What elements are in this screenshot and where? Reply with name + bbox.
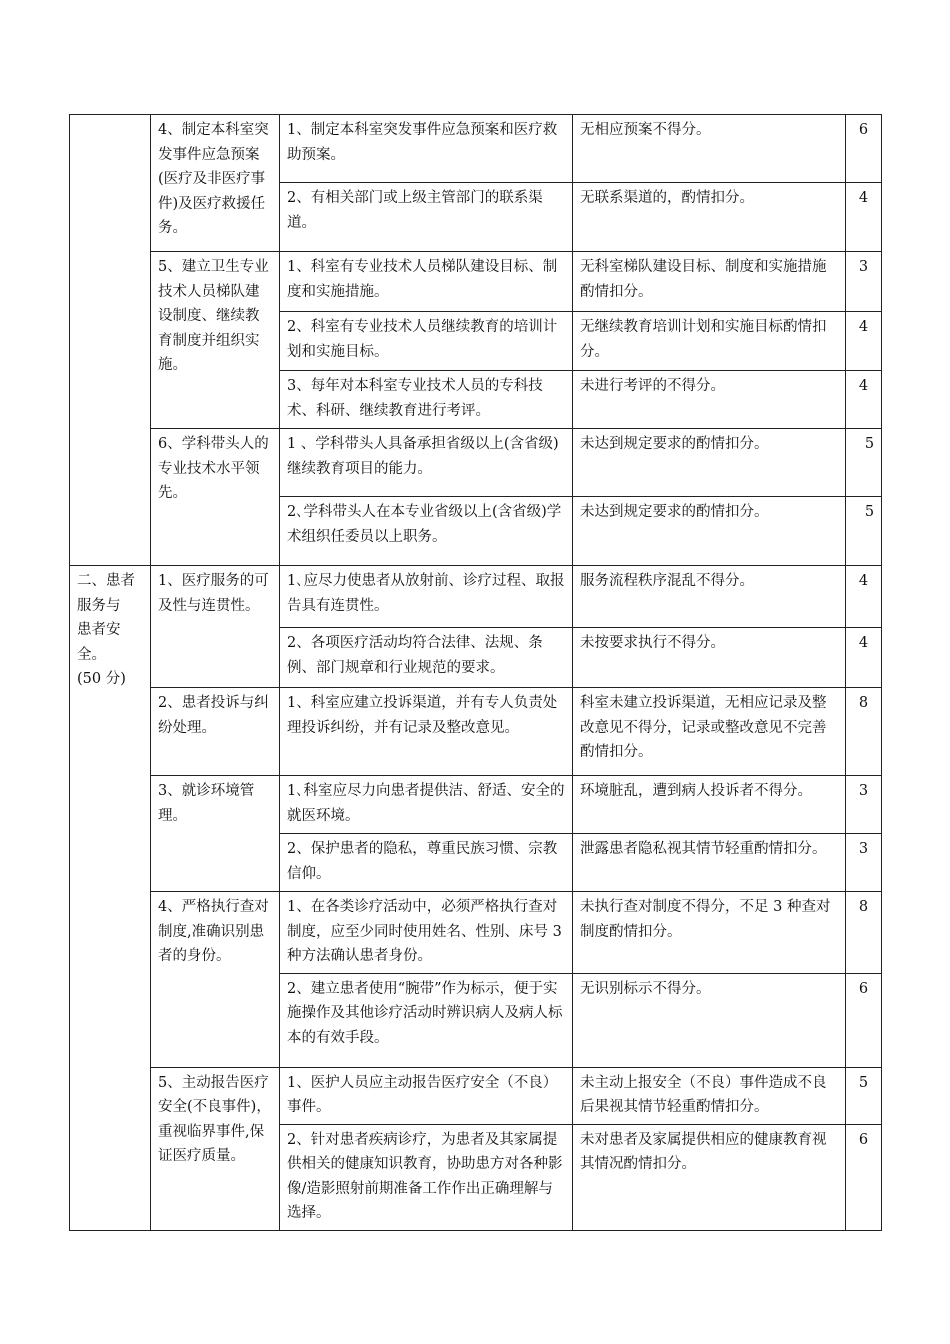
item-title-cell: 4、严格执行查对制度,准确识别患者的身份。 xyxy=(151,892,280,1068)
score-cell: 5 xyxy=(846,497,882,566)
item-title-cell: 3、就诊环境管理。 xyxy=(151,776,280,892)
criterion-cell: 1、科室有专业技术人员梯队建设目标、制度和实施措施。 xyxy=(280,252,573,312)
deduction-rule-cell: 未执行查对制度不得分，不足 3 种查对制度酌情扣分。 xyxy=(573,892,846,974)
criterion-cell: 1、科室应建立投诉渠道，并有专人负责处理投诉纠纷，并有记录及整改意见。 xyxy=(280,688,573,776)
item-title-cell: 5、主动报告医疗安全(不良事件)，重视临界事件,保证医疗质量。 xyxy=(151,1067,280,1230)
score-cell: 8 xyxy=(846,688,882,776)
deduction-rule-cell: 服务流程秩序混乱不得分。 xyxy=(573,566,846,628)
score-cell: 4 xyxy=(846,628,882,688)
item-title-cell: 2、患者投诉与纠纷处理。 xyxy=(151,688,280,776)
deduction-rule-cell: 无识别标示不得分。 xyxy=(573,973,846,1067)
item-title-cell: 5、建立卫生专业技术人员梯队建设制度、继续教育制度并组织实施。 xyxy=(151,252,280,429)
deduction-rule-cell: 未达到规定要求的酌情扣分。 xyxy=(573,429,846,497)
table-row xyxy=(70,688,882,776)
criterion-cell: 1 、学科带头人具备承担省级以上(含省级)继续教育项目的能力。 xyxy=(280,429,573,497)
criterion-cell: 1、医护人员应主动报告医疗安全（不良）事件。 xyxy=(280,1067,573,1124)
score-cell: 5 xyxy=(846,1067,882,1124)
category-line: 患者安 xyxy=(77,622,121,638)
criterion-cell: 2、各项医疗活动均符合法律、法规、条例、部门规章和行业规范的要求。 xyxy=(280,628,573,688)
score-cell: 8 xyxy=(846,892,882,974)
score-cell: 6 xyxy=(846,115,882,183)
table-row xyxy=(70,566,882,628)
category-cell xyxy=(70,566,151,1231)
deduction-rule-cell: 无相应预案不得分。 xyxy=(573,115,846,183)
table-row xyxy=(70,252,882,312)
table-row xyxy=(70,115,882,183)
table-row xyxy=(70,429,882,497)
table-row xyxy=(70,1067,882,1124)
criterion-cell: 1、在各类诊疗活动中，必须严格执行查对制度，应至少同时使用姓名、性别、床号 3 种方法确认患者身份。 xyxy=(280,892,573,974)
category-line: 服务与 xyxy=(77,597,121,614)
criterion-cell: 2、针对患者疾病诊疗，为患者及其家属提供相关的健康知识教育，协助患方对各种影像/造影照射前期准备工作作出正确理解与选择。 xyxy=(280,1124,573,1230)
score-cell: 6 xyxy=(846,973,882,1067)
item-title-cell: 6、学科带头人的专业技术水平领先。 xyxy=(151,429,280,566)
score-cell: 3 xyxy=(846,252,882,312)
deduction-rule-cell: 无联系渠道的，酌情扣分。 xyxy=(573,183,846,252)
score-cell: 3 xyxy=(846,776,882,834)
category-line: 全。 xyxy=(77,646,106,663)
score-cell: 4 xyxy=(846,566,882,628)
table-row xyxy=(70,892,882,974)
criterion-cell: 2､学科带头人在本专业省级以上(含省级)学术组织任委员以上职务。 xyxy=(280,497,573,566)
deduction-rule-cell: 未按要求执行不得分。 xyxy=(573,628,846,688)
criterion-cell: 2、科室有专业技术人员继续教育的培训计划和实施目标。 xyxy=(280,312,573,371)
deduction-rule-cell: 未进行考评的不得分。 xyxy=(573,371,846,429)
criterion-cell: 1、制定本科室突发事件应急预案和医疗救助预案。 xyxy=(280,115,573,183)
score-cell: 4 xyxy=(846,312,882,371)
deduction-rule-cell: 环境脏乱，遭到病人投诉者不得分。 xyxy=(573,776,846,834)
category-line: 二、患者 xyxy=(77,573,135,589)
deduction-rule-cell: 未对患者及家属提供相应的健康教育视其情况酌情扣分。 xyxy=(573,1124,846,1230)
criterion-cell: 2、有相关部门或上级主管部门的联系渠道。 xyxy=(280,183,573,252)
score-cell: 3 xyxy=(846,834,882,892)
score-cell: 4 xyxy=(846,371,882,429)
table-body xyxy=(70,115,882,1231)
category-cell xyxy=(70,115,151,566)
deduction-rule-cell: 无继续教育培训计划和实施目标酌情扣分。 xyxy=(573,312,846,371)
score-cell: 4 xyxy=(846,183,882,252)
criterion-cell: 1､应尽力使患者从放射前、诊疗过程、取报告具有连贯性。 xyxy=(280,566,573,628)
item-title-cell: 1、医疗服务的可及性与连贯性。 xyxy=(151,566,280,688)
score-cell: 5 xyxy=(846,429,882,497)
criterion-cell: 1､科室应尽力向患者提供洁、舒适、安全的就医环境。 xyxy=(280,776,573,834)
deduction-rule-cell: 科室未建立投诉渠道，无相应记录及整改意见不得分，记录或整改意见不完善酌情扣分。 xyxy=(573,688,846,776)
category-line: (50 分) xyxy=(77,671,126,687)
deduction-rule-cell: 未达到规定要求的酌情扣分。 xyxy=(573,497,846,566)
criterion-cell: 2、建立患者使用“腕带”作为标示，便于实施操作及其他诊疗活动时辨识病人及病人标本的有效手段。 xyxy=(280,973,573,1067)
scoring-table-page xyxy=(69,114,881,1231)
deduction-rule-cell: 无科室梯队建设目标、制度和实施措施酌情扣分。 xyxy=(573,252,846,312)
scoring-table xyxy=(69,114,882,1231)
table-row xyxy=(70,776,882,834)
item-title-cell: 4、制定本科室突发事件应急预案(医疗及非医疗事件)及医疗救援任务。 xyxy=(151,115,280,252)
criterion-cell: 2、保护患者的隐私，尊重民族习惯、宗教信仰。 xyxy=(280,834,573,892)
score-cell: 6 xyxy=(846,1124,882,1230)
criterion-cell: 3、每年对本科室专业技术人员的专科技术、科研、继续教育进行考评。 xyxy=(280,371,573,429)
deduction-rule-cell: 未主动上报安全（不良）事件造成不良后果视其情节轻重酌情扣分。 xyxy=(573,1067,846,1124)
deduction-rule-cell: 泄露患者隐私视其情节轻重酌情扣分。 xyxy=(573,834,846,892)
